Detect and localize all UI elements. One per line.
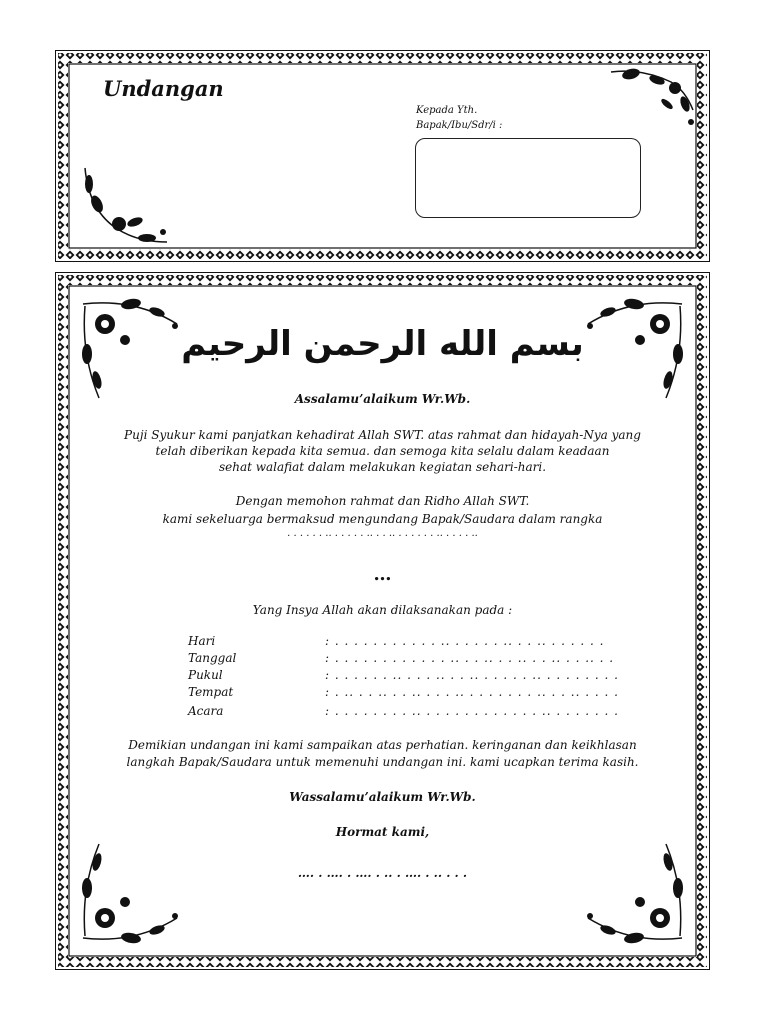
intro-line: sehat walafiat dalam melakukan kegiatan sehari-hari. [218, 460, 547, 474]
intro-line: telah diberikan kepada kita semua. dan semoga kita selalu dalam keadaan [155, 444, 610, 458]
envelope-recipient-line: Bapak/Ibu/Sdr/i : [416, 120, 503, 131]
intro-line: Puji Syukur kami panjatkan kehadirat Allah SWT. atas rahmat dan hidayah-Nya yang [124, 428, 641, 442]
detail-label-tempat: Tempat [188, 685, 234, 699]
detail-value-hari: : . . . . . . . . . . . .. . . . . . .. . . .. . . . . . . [325, 634, 605, 648]
detail-label-pukul: Pukul [188, 668, 223, 682]
floral-corner-ornament-icon [79, 162, 169, 248]
closing-line: Demikian undangan ini kami sampaikan atas perhatian. keringanan dan keikhlasan [128, 738, 637, 752]
purpose-line: Dengan memohon rahmat dan Ridho Allah SWT. [235, 494, 530, 508]
detail-value-tanggal: : . . . . . . . . . . . . .. . . .. . . .. . . .. . . .. . . [325, 651, 615, 665]
detail-label-tanggal: Tanggal [188, 651, 237, 665]
regards: Hormat kami, [335, 825, 430, 839]
envelope-title: Undangan [103, 76, 224, 101]
farewell: Wassalamu’alaikum Wr.Wb. [289, 790, 476, 804]
address-box [415, 138, 641, 218]
bismillah-calligraphy: بسم الله الرحمن الرحيم [181, 324, 584, 364]
envelope [55, 50, 710, 262]
floral-corner-ornament-icon [601, 64, 697, 130]
envelope-to-line: Kepada Yth. [416, 105, 478, 116]
detail-value-pukul: : . . . . . . .. . . . .. . . .. . . . . . .. . . . . . . . . [325, 668, 619, 682]
letter [55, 272, 710, 970]
purpose-line: kami sekeluarga bermaksud mengundang Bapak/Saudara dalam rangka [162, 512, 603, 526]
schedule-intro: Yang Insya Allah akan dilaksanakan pada : [252, 603, 513, 617]
floral-corner-ornament-icon [75, 836, 185, 948]
detail-value-tempat: : . .. . . .. . . .. . . . .. . . . . . . . .. . . .. . . . . [325, 685, 619, 699]
greeting: Assalamu’alaikum Wr.Wb. [294, 392, 471, 406]
detail-label-hari: Hari [188, 634, 216, 648]
detail-label-acara: Acara [188, 704, 224, 718]
floral-corner-ornament-icon [580, 836, 690, 948]
closing-line: langkah Bapak/Saudara untuk memenuhi undangan ini. kami ucapkan terima kasih. [126, 755, 639, 769]
signature-line: …. . …. . …. . .. . …. . .. . . . [297, 866, 468, 880]
ellipsis: … [373, 564, 392, 585]
detail-value-acara: : . . . . . . . . .. . . . . . . . . . . . . .. . . . . . . . [325, 704, 619, 718]
occasion-placeholder: . . . . . . .. . . . . . .. . . .. . . . . . . .. . . . . .. [287, 528, 478, 539]
